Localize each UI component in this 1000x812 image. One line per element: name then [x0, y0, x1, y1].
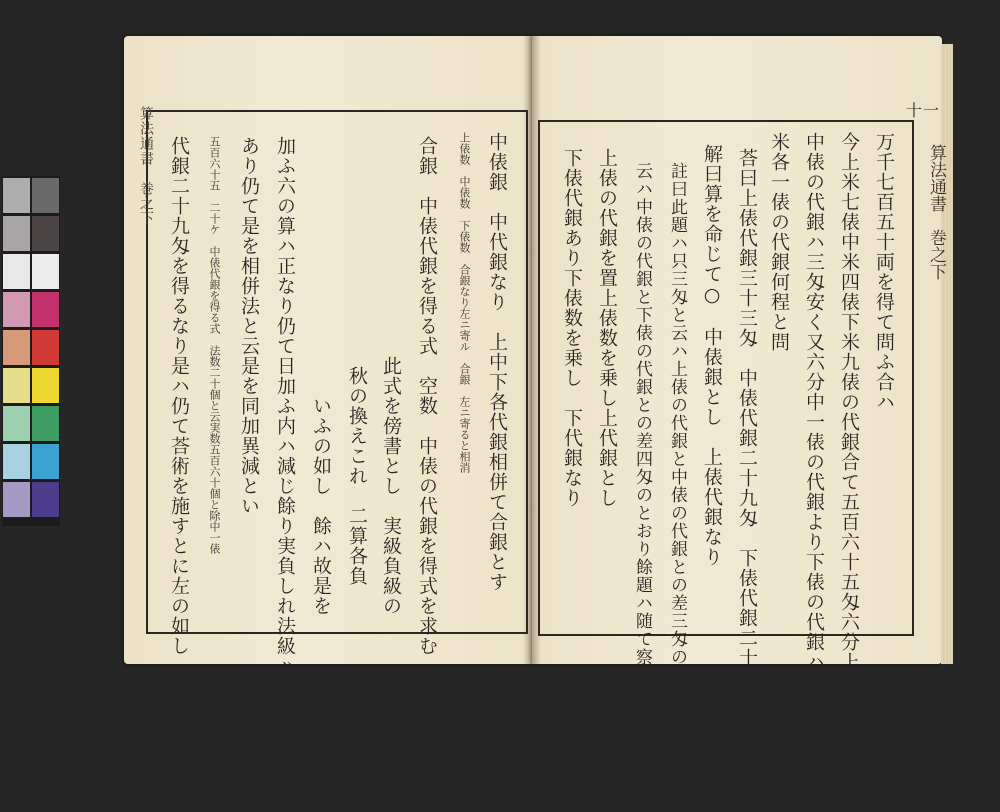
right-col-7: 註曰此題ハ只三匁と云ハ上俵の代銀と中俵の代銀との差三匁のとおり又六分と — [667, 162, 687, 792]
right-edge-title: 算法通書 巻之下 — [926, 144, 946, 280]
left-col-5: 秋の換えこれ 二算各負 — [346, 366, 368, 586]
right-col-2: 今上米七俵中米四俵下米九俵の代銀合て五百六十五匁六分上の代銀より — [838, 132, 860, 772]
right-col-9: 上俵の代銀を置上俵数を乗し上代銀とし — [596, 148, 618, 508]
right-col-3: 中俵の代銀ハ三匁安く又六分中一俵の代銀より下俵の代銀ハ四匁安し上中下 — [803, 132, 825, 812]
color-swatch — [3, 482, 30, 517]
left-col-6: いふの如し 餘ハ故是を — [310, 396, 332, 616]
color-swatch — [3, 254, 30, 289]
color-swatch — [3, 216, 30, 251]
left-col-3: 合銀 中俵代銀を得る式 空数 中俵の代銀を得式を求む — [416, 136, 438, 656]
color-swatch — [32, 482, 59, 517]
open-book — [118, 36, 953, 812]
color-swatch — [32, 444, 59, 479]
color-swatch — [3, 292, 30, 327]
color-swatch — [3, 444, 30, 479]
color-swatch — [3, 368, 30, 403]
color-swatch — [32, 368, 59, 403]
left-col-2: 上俵数 中俵数 下俵数 合銀なり左ニ寄ル 合銀 左ニ寄ると相消 — [458, 132, 471, 473]
left-col-8: あり仍て是を相併法と云是を同加異減とい — [238, 136, 260, 516]
right-col-1: 万千七百五十両を得て問ふ合ハ — [873, 132, 895, 412]
left-margin-title: 算法通書 巻之下 — [138, 106, 154, 226]
left-col-10: 代銀二十九匁を得るなり是ハ仍て荅術を施すとに左の如し — [168, 136, 190, 656]
left-col-1: 中俵銀 中代銀なり 上中下各代銀相併て合銀とす — [486, 132, 508, 592]
color-swatch — [3, 178, 30, 213]
right-col-8: 云ハ中俵の代銀と下俵の代銀との差四匁のとおり餘題ハ随て察すべし — [632, 162, 652, 720]
color-swatch — [32, 254, 59, 289]
page-number: 十一 — [906, 101, 941, 120]
color-swatch — [32, 330, 59, 365]
right-col-5: 荅曰上俵代銀三十三匁 中俵代銀二十九匁 下俵代銀二十五匁 — [736, 148, 758, 708]
color-swatch — [32, 178, 59, 213]
right-col-4: 米各一俵の代銀何程と問 — [768, 132, 790, 352]
left-col-9: 五百六十五 二十ケ 中俵代銀を得る式 法数二十個と云実数五百六十個と除中一俵 — [208, 136, 221, 554]
left-col-4: 此式を傍書とし 実級負級の — [380, 356, 402, 616]
color-swatch — [32, 216, 59, 251]
color-swatch — [32, 292, 59, 327]
color-swatch — [32, 406, 59, 441]
right-col-6: 解曰算を命じて○ 中俵銀とし 上俵代銀なり — [701, 144, 723, 567]
right-page-edge — [941, 44, 953, 664]
right-col-10: 下俵代銀あり下俵数を乗し 下代銀なり — [561, 148, 583, 508]
color-calibration-chart — [2, 176, 60, 526]
left-col-7: 加ふ六の算ハ正なり仍て日加ふ内ハ減じ餘り実負しれ法級ハ皆正算 — [274, 136, 296, 736]
color-swatch — [3, 330, 30, 365]
color-swatch — [3, 406, 30, 441]
